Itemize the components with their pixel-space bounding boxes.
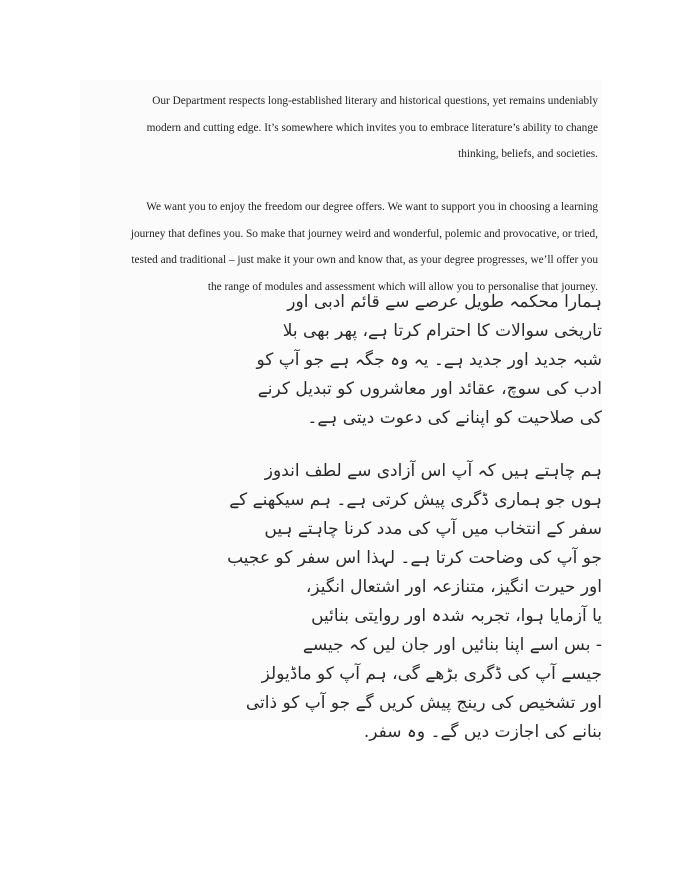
text-line: جو آپ کی وضاحت کرتا ہے۔ لہذا اس سفر کو عجیب [227, 548, 602, 568]
text-line: modern and cutting edge. It’s somewhere which invites you to embrace literature’s ability to change [146, 121, 598, 134]
text-line: ہم چاہتے ہیں کہ آپ اس آزادی سے لطف اندوز [264, 461, 602, 481]
text-line: تاریخی سوالات کا احترام کرتا ہے، پھر بھی بلا [282, 321, 602, 341]
urdu-paragraph-1 [104, 288, 602, 433]
text-line: - بس اسے اپنا بنائیں اور جان لیں کہ جیسے [302, 635, 602, 655]
text-line: اور حیرت انگیز، متنازعہ اور اشتعال انگیز، [305, 577, 602, 597]
text-line: کی صلاحیت کو اپنانے کی دعوت دیتی ہے۔ [307, 408, 602, 428]
text-line: یا آزمایا ہوا، تجربہ شدہ اور روایتی بنائیں [311, 606, 602, 626]
english-paragraph-1 [80, 88, 598, 168]
text-line: tested and traditional – just make it your own and know that, as your degree progresses, we’ll offer you [131, 254, 598, 266]
text-line: ہمارا محکمہ طویل عرصے سے قائم ادبی اور [287, 292, 602, 312]
text-line: سفر کے انتخاب میں آپ کی مدد کرنا چاہتے ہیں [264, 519, 602, 539]
text-line: ادب کی سوچ، عقائد اور معاشروں کو تبدیل کرنے [257, 379, 602, 399]
text-line: journey that defines you. So make that journey weird and wonderful, polemic and provocative, or tried, [130, 227, 598, 240]
text-line: the range of modules and assessment which will allow you to personalise that journey. [207, 280, 598, 293]
text-line: thinking, beliefs, and societies. [458, 148, 598, 160]
urdu-paragraph-2 [104, 457, 602, 747]
english-paragraph-2 [80, 194, 598, 300]
text-line: شبہ جدید اور جدید ہے۔ یہ وہ جگہ ہے جو آپ کو [256, 350, 602, 370]
text-line: Our Department respects long-established literary and historical questions, yet remains undeniably [152, 95, 598, 107]
text-line: ہوں جو ہماری ڈگری پیش کرتی ہے۔ ہم سیکھنے کے [229, 490, 602, 510]
text-line: اور تشخیص کی رینج پیش کریں گے جو آپ کو ذاتی [245, 693, 602, 713]
text-line: We want you to enjoy the freedom our degree offers. We want to support you in choosing a learning [146, 201, 598, 213]
text-line: بنانے کی اجازت دیں گے۔ وہ سفر. [363, 722, 602, 742]
text-line: جیسے آپ کی ڈگری بڑھے گی، ہم آپ کو ماڈیولز [261, 664, 602, 684]
